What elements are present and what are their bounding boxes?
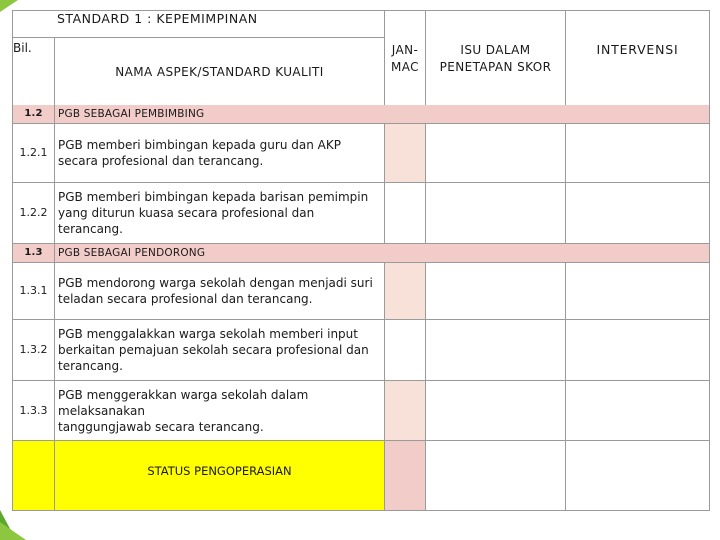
item-number: 1.3.1 [12,263,55,320]
isu-header: ISU DALAM PENETAPAN SKOR [439,42,552,74]
bil-header: Bil. [12,38,55,105]
item-number: 1.2.1 [12,124,55,183]
janmac-cell[interactable] [385,124,426,183]
isu-cell[interactable] [426,320,566,381]
section-number: 1.3 [12,244,55,263]
isu-cell[interactable] [426,124,566,183]
janmac-cell[interactable] [385,381,426,441]
status-label [55,441,385,511]
janmac-cell[interactable] [385,183,426,244]
status-label-text: STATUS PENGOPERASIAN [147,464,292,478]
isu-cell[interactable] [426,263,566,320]
status-intervensi-cell[interactable] [566,441,710,511]
janmac-cell[interactable] [385,320,426,381]
item-number: 1.3.3 [12,381,55,441]
intervensi-cell[interactable] [566,381,710,441]
intervensi-cell[interactable] [566,263,710,320]
intervensi-cell[interactable] [566,124,710,183]
section-title: PGB SEBAGAI PEMBIMBING [55,105,710,124]
status-isu-cell[interactable] [426,441,566,511]
item-text: PGB menggalakkan warga sekolah memberi input berkaitan pemajuan sekolah secara profesional dan terancang. [55,320,385,381]
intervensi-header: INTERVENSI [596,41,679,57]
isu-cell[interactable] [426,381,566,441]
isu-cell[interactable] [426,183,566,244]
aspek-header: NAMA ASPEK/STANDARD KUALITI [55,38,385,105]
janmac-header: JAN- MAC [391,42,419,74]
intervensi-header-cell [566,10,710,105]
intervensi-cell[interactable] [566,183,710,244]
item-number: 1.3.2 [12,320,55,381]
status-number-cell [12,441,55,511]
janmac-cell[interactable] [385,263,426,320]
item-text: PGB menggerakkan warga sekolah dalam melaksanakan tanggungjawab secara terancang. [55,381,385,441]
janmac-header-cell [385,10,426,105]
section-title: PGB SEBAGAI PENDORONG [55,244,710,263]
item-text: PGB mendorong warga sekolah dengan menjadi suri teladan secara profesional dan terancang. [55,263,385,320]
standard-title: STANDARD 1 : KEPEMIMPINAN [12,10,385,38]
isu-header-cell [426,10,566,105]
item-number: 1.2.2 [12,183,55,244]
section-number: 1.2 [12,105,55,124]
item-text: PGB memberi bimbingan kepada guru dan AKP secara profesional dan terancang. [55,124,385,183]
item-text: PGB memberi bimbingan kepada barisan pemimpin yang diturun kuasa secara profesional dan terancang. [55,183,385,244]
status-janmac-cell[interactable] [385,441,426,511]
intervensi-cell[interactable] [566,320,710,381]
standard-table [12,10,710,540]
